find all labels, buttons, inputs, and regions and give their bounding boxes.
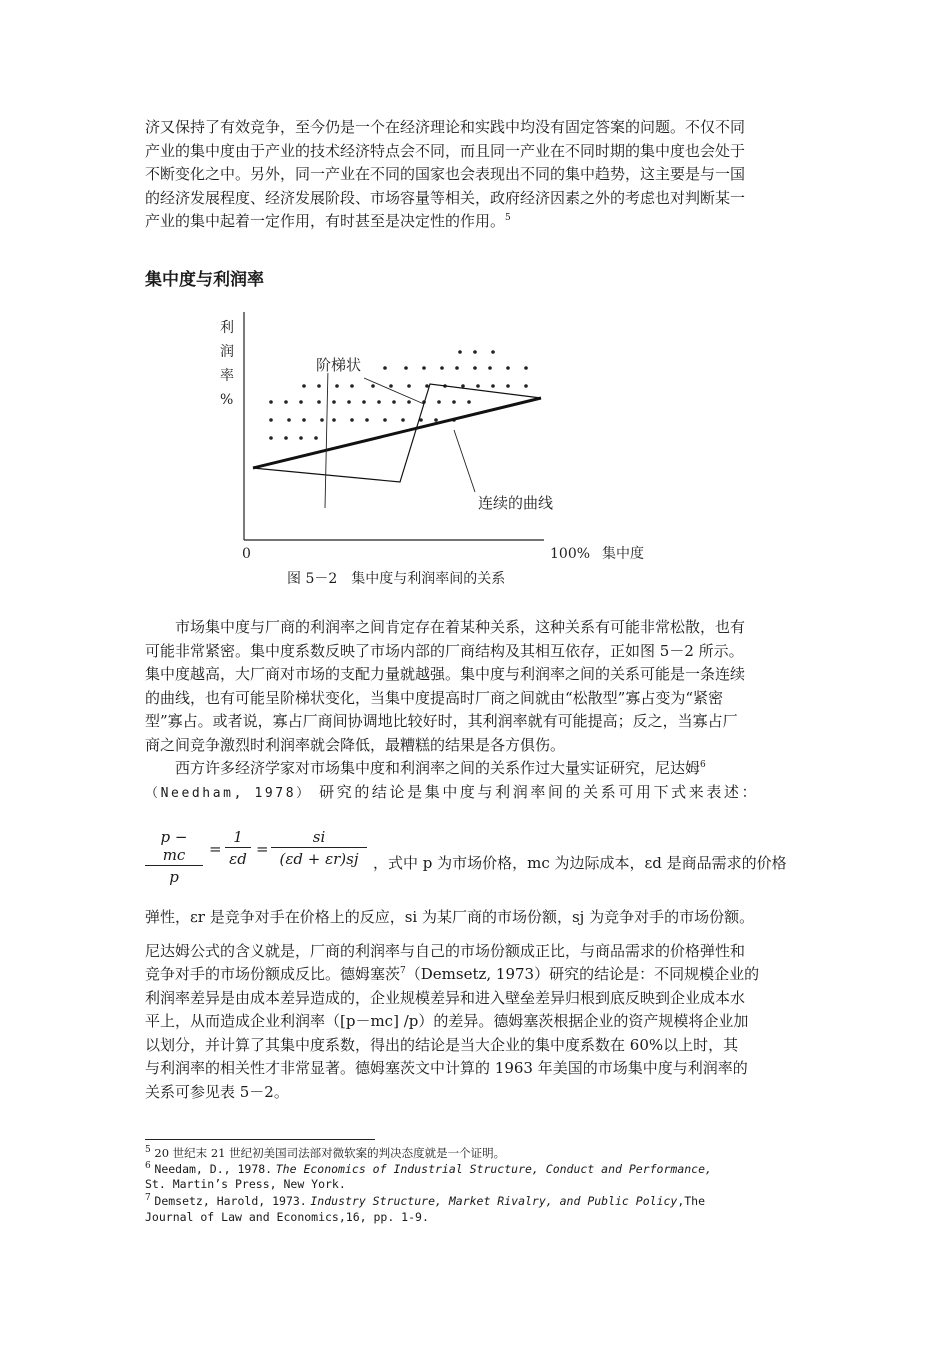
scatter-point bbox=[458, 350, 462, 354]
y-axis-title-char: % bbox=[220, 392, 234, 408]
chart-annotations bbox=[316, 356, 553, 512]
scatter-point bbox=[524, 366, 528, 370]
curve-label-leader bbox=[454, 430, 475, 492]
scatter-point bbox=[284, 436, 288, 440]
intro-line: 的经济发展程度、经济发展阶段、市场容量等相关，政府经济因素之外的考虑也对判断某一 bbox=[145, 188, 746, 207]
scatter-point bbox=[332, 418, 336, 422]
y-axis-title-char: 润 bbox=[220, 344, 234, 360]
scatter-point bbox=[506, 384, 510, 388]
closing-line: 关系可参见表 5－2。 bbox=[145, 1082, 289, 1101]
scatter-point bbox=[407, 400, 411, 404]
scatter-point bbox=[404, 366, 408, 370]
intro-line: 产业的集中起着一定作用，有时甚至是决定性的作用。$^5$ bbox=[145, 212, 511, 230]
scatter-point bbox=[362, 400, 366, 404]
intro-line: 产业的集中度由于产业的技术经济特点会不同，而且同一产业在不同时期的集中度也会处于 bbox=[145, 141, 746, 160]
scatter-point bbox=[473, 350, 477, 354]
footnote-6: $^6$ Needam, D., 1978. The Economics of Industrial Structure, Conduct and Performance, bbox=[145, 1161, 712, 1176]
closing-line: 以划分，并计算了其集中度系数，得出的结论是当大企业的集中度系数在 60%以上时，其 bbox=[145, 1035, 739, 1054]
scatter-point bbox=[392, 400, 396, 404]
scatter-point bbox=[269, 418, 273, 422]
body-paragraph bbox=[145, 616, 808, 805]
footnote-ref-6[interactable]: 6 bbox=[700, 760, 706, 770]
scatter-point bbox=[299, 436, 303, 440]
formula-equals: = bbox=[256, 840, 269, 858]
closing-paragraph bbox=[145, 906, 808, 1104]
step-label-leader bbox=[325, 368, 328, 508]
needham-formula bbox=[145, 822, 815, 886]
scatter-point bbox=[467, 400, 471, 404]
y-axis-label bbox=[220, 319, 234, 408]
scatter-point bbox=[422, 366, 426, 370]
y-axis-title-char: 率 bbox=[220, 368, 234, 384]
closing-line: 弹性，εr 是竞争对手在价格上的反应，si 为某厂商的市场份额，sj 为竞争对手的市场份额。 bbox=[145, 908, 755, 926]
scatter-points bbox=[269, 350, 528, 440]
footnote-7: $^7$ Demsetz, Harold, 1973. Industry Structure, Market Rivalry, and Public Policy,The bbox=[145, 1193, 706, 1208]
scatter-point bbox=[476, 384, 480, 388]
step-label: 阶梯状 bbox=[316, 356, 362, 374]
scatter-point bbox=[347, 400, 351, 404]
scatter-point bbox=[434, 418, 438, 422]
scatter-point bbox=[488, 366, 492, 370]
scatter-point bbox=[437, 400, 441, 404]
closing-line: 与利润率的相关性才非常显著。德姆塞茨文中计算的 1963 年美国的市场集中度与利润率的 bbox=[145, 1059, 748, 1077]
body-line: 商之间竞争激烈时利润率就会降低，最糟糕的结果是各方俱伤。 bbox=[145, 735, 566, 754]
formula-mid: $\frac{1}{\varepsilon d}$ bbox=[225, 828, 251, 868]
scatter-point bbox=[365, 418, 369, 422]
scatter-point bbox=[491, 384, 495, 388]
needham-line: 西方许多经济学家对市场集中度和利润率之间的关系作过大量实证研究，尼达姆$^6$ bbox=[175, 759, 706, 777]
scatter-point bbox=[440, 366, 444, 370]
scatter-point bbox=[371, 384, 375, 388]
figure-caption: 图 5－2 集中度与利润率间的关系 bbox=[287, 571, 506, 587]
step-label-leader bbox=[364, 378, 424, 404]
concentration-profit-chart bbox=[210, 310, 690, 570]
scatter-point bbox=[317, 384, 321, 388]
closing-line: 尼达姆公式的含义就是，厂商的利润率与自己的市场份额成正比，与商品需求的价格弹性和 bbox=[145, 941, 746, 960]
chart-lines bbox=[253, 384, 541, 482]
scatter-point bbox=[389, 384, 393, 388]
scatter-point bbox=[284, 400, 288, 404]
closing-line: 平上，从而造成企业利润率（[p－mc] /p）的差异。德姆塞茨根据企业的资产规模将企业加 bbox=[145, 1012, 749, 1030]
x-tick-label: 0 bbox=[242, 546, 251, 562]
scatter-point bbox=[461, 384, 465, 388]
scatter-point bbox=[350, 384, 354, 388]
scatter-point bbox=[350, 418, 354, 422]
formula-description: ，式中 p 为市场价格，mc 为边际成本，εd 是商品需求的价格 bbox=[373, 854, 787, 872]
body-line: 集中度越高，大厂商对市场的支配力量就越强。集中度与利润率之间的关系可能是一条连续 bbox=[145, 665, 746, 683]
scatter-point bbox=[335, 384, 339, 388]
closing-line: 利润率差异是由成本差异造成的，企业规模差异和进入壁垒差异归根到底反映到企业成本水 bbox=[145, 988, 746, 1007]
scatter-point bbox=[383, 418, 387, 422]
formula-rhs: $\frac{si}{(\varepsilon d + \varepsilon r)sj}$ bbox=[271, 828, 367, 868]
scatter-point bbox=[332, 400, 336, 404]
scatter-point bbox=[401, 418, 405, 422]
formula-equals: = bbox=[209, 840, 222, 858]
body-line: 市场集中度与厂商的利润率之间肯定存在着某种关系，这种关系有可能非常松散，也有 bbox=[175, 618, 746, 636]
scatter-point bbox=[299, 400, 303, 404]
continuous-curve-line bbox=[253, 398, 541, 468]
footnote-ref-5[interactable]: 5 bbox=[505, 213, 511, 223]
scatter-point bbox=[317, 400, 321, 404]
intro-line: 济又保持了有效竞争，至今仍是一个在经济理论和实践中均没有固定答案的问题。不仅不同 bbox=[145, 118, 746, 136]
intro-line: 不断变化之中。另外，同一产业在不同的国家也会表现出不同的集中趋势，这主要是与一国 bbox=[145, 165, 746, 183]
scatter-point bbox=[287, 418, 291, 422]
intro-paragraph bbox=[145, 116, 808, 234]
scatter-point bbox=[455, 366, 459, 370]
scatter-point bbox=[269, 436, 273, 440]
x-axis-title: 集中度 bbox=[602, 546, 644, 562]
scatter-point bbox=[524, 384, 528, 388]
scatter-point bbox=[473, 366, 477, 370]
body-line: 可能非常紧密。集中度系数反映了市场内部的厂商结构及其相互依存，正如图 5－2 所示。 bbox=[145, 641, 744, 660]
scatter-point bbox=[302, 384, 306, 388]
scatter-point bbox=[377, 400, 381, 404]
footnote-5: $^5$ 20 世纪末 21 世纪初美国司法部对微软案的判决态度就是一个证明。 bbox=[145, 1145, 506, 1160]
footnote-divider bbox=[145, 1139, 375, 1140]
scatter-point bbox=[320, 418, 324, 422]
footnote-6-cont: St. Martin’s Press, New York. bbox=[145, 1177, 346, 1191]
footnote-7-cont: Journal of Law and Economics,16, pp. 1-9. bbox=[145, 1210, 429, 1224]
body-line: 的曲线，也有可能呈阶梯状变化，当集中度提高时厂商之间就由“松散型”寡占变为“紧密 bbox=[145, 688, 724, 707]
scatter-point bbox=[452, 400, 456, 404]
footnote-ref-7[interactable]: 7 bbox=[400, 966, 406, 976]
formula-lhs: $\frac{p - mc}{p}$ bbox=[145, 828, 203, 886]
needham-line-2: （Needham, 1978） 研究的结论是集中度与利润率间的关系可用下式来表述： bbox=[145, 782, 760, 801]
scatter-point bbox=[269, 400, 273, 404]
scatter-point bbox=[491, 350, 495, 354]
scatter-point bbox=[383, 366, 387, 370]
scatter-point bbox=[425, 384, 429, 388]
body-line: 型”寡占。或者说，寡占厂商间协调地比较好时，其利润率就有可能提高；反之，当寡占厂 bbox=[145, 712, 738, 730]
continuous-curve-label: 连续的曲线 bbox=[478, 494, 554, 512]
scatter-point bbox=[407, 384, 411, 388]
section-heading: 集中度与利润率 bbox=[145, 270, 264, 290]
scatter-point bbox=[302, 418, 306, 422]
scatter-point bbox=[506, 366, 510, 370]
y-axis-title-char: 利 bbox=[220, 320, 234, 336]
x-tick-label: 100% bbox=[550, 546, 591, 562]
scatter-point bbox=[314, 436, 318, 440]
closing-line: 竞争对手的市场份额成反比。德姆塞茨$^7$（Demsetz, 1973）研究的结论是：不同规模企业的 bbox=[145, 965, 760, 983]
